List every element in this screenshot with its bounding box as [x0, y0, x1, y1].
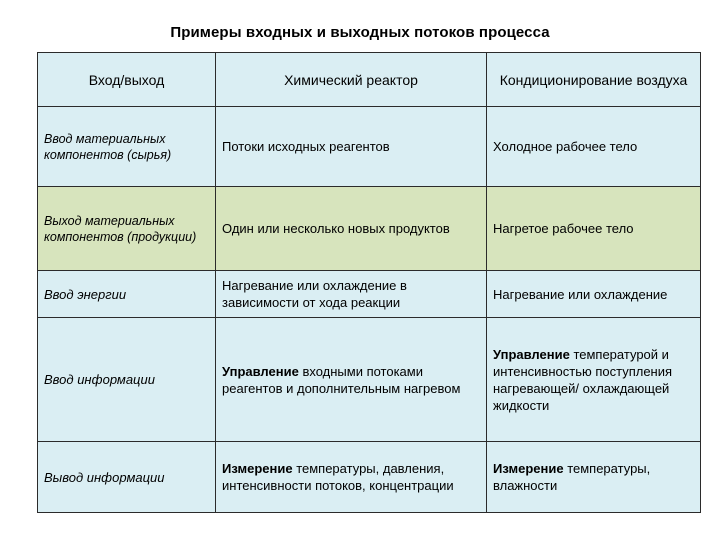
air-cell: Холодное рабочее тело	[487, 107, 701, 187]
air-cell	[487, 318, 701, 442]
reactor-cell	[216, 442, 487, 513]
header-reactor: Химический реактор	[216, 53, 487, 107]
reactor-cell	[216, 318, 487, 442]
reactor-bold-word: Измерение	[222, 461, 293, 476]
header-air: Кондиционирование воздуха	[487, 53, 701, 107]
air-cell: Нагретое рабочее тело	[487, 187, 701, 271]
row-label: Ввод материальных компонентов (сырья)	[38, 107, 216, 187]
air-cell: Нагревание или охлаждение	[487, 271, 701, 318]
header-io: Вход/выход	[38, 53, 216, 107]
reactor-text: входными потоками реагентов и дополнительным нагревом	[222, 363, 461, 396]
row-label: Выход материальных компонентов (продукции)	[38, 187, 216, 271]
table-row	[38, 318, 701, 442]
table-header-row	[38, 53, 701, 107]
reactor-text: температуры, давления, интенсивности потоков, концентрации	[222, 461, 454, 493]
air-text: температуры, влажности	[493, 461, 651, 493]
flows-table	[37, 52, 701, 513]
row-label: Ввод информации	[38, 318, 216, 442]
reactor-cell: Один или несколько новых продуктов	[216, 187, 487, 271]
reactor-cell: Нагревание или охлаждение в зависимости от хода реакции	[216, 271, 487, 318]
air-text: температурой и интенсивностью поступления нагревающей/ охлаждающей жидкости	[493, 346, 673, 413]
air-bold-word: Управление	[493, 346, 570, 362]
table-row	[38, 107, 701, 187]
reactor-bold-word: Управление	[222, 363, 299, 379]
row-label: Ввод энергии	[38, 271, 216, 318]
reactor-cell: Потоки исходных реагентов	[216, 107, 487, 187]
row-label: Вывод информации	[38, 442, 216, 513]
air-bold-word: Измерение	[493, 461, 564, 476]
page-title: Примеры входных и выходных потоков процесса	[170, 24, 550, 41]
table-row	[38, 187, 701, 271]
table-row	[38, 442, 701, 513]
table-row	[38, 271, 701, 318]
air-cell	[487, 442, 701, 513]
